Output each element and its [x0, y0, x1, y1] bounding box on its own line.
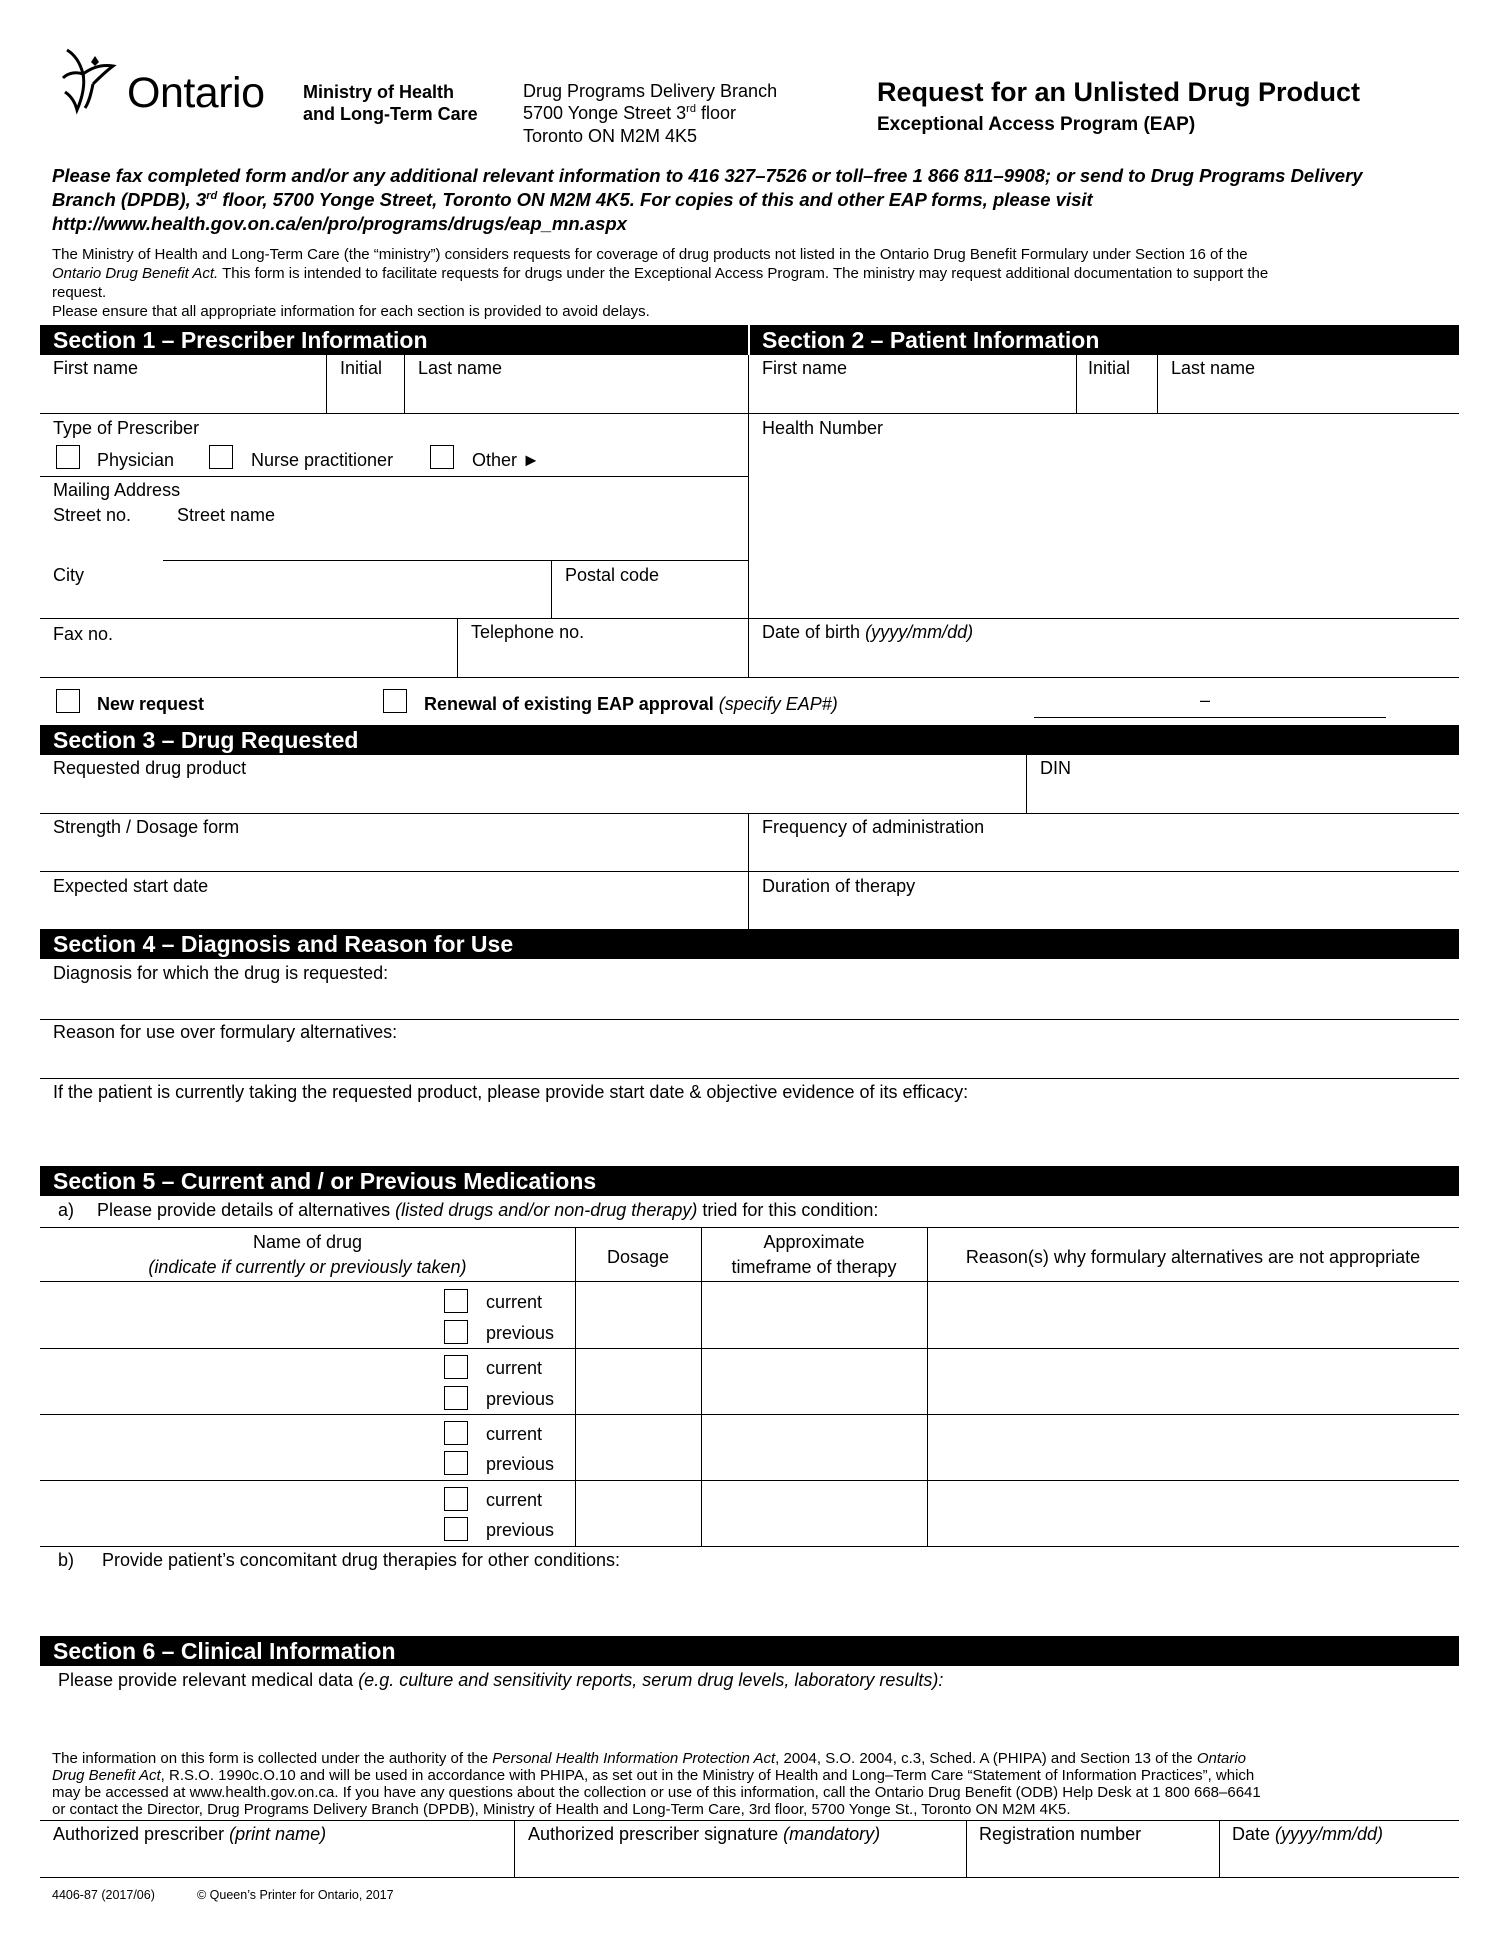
form-title: Request for an Unlisted Drug Product [877, 77, 1361, 107]
section-divider [748, 325, 750, 355]
renewal-checkbox[interactable] [383, 689, 407, 713]
clinical-info-label: Please provide relevant medical data (e.g. culture and sensitivity reports, serum drug levels, laboratory results): [58, 1670, 944, 1690]
prescriber-initial-label: Initial [340, 358, 383, 378]
form-number: 4406-87 (2017/06) [52, 1888, 155, 1902]
privacy-line3: may be accessed at www.health.gov.on.ca. If you have any questions about the collection or use of this information, call the Ontario Drug Benefit (ODB) Help Desk at 1 800 668–6641 [52, 1784, 1261, 1801]
registration-number-label: Registration number [979, 1824, 1142, 1844]
duration-label: Duration of therapy [762, 876, 916, 896]
section5a-text: Please provide details of alternatives (listed drugs and/or non-drug therapy) tried for this condition: [97, 1200, 879, 1220]
reason-for-use-label: Reason for use over formulary alternatives: [53, 1022, 398, 1042]
col-reason-header: Reason(s) why formulary alternatives are not appropriate [965, 1247, 1421, 1267]
frequency-label: Frequency of administration [762, 817, 985, 837]
branch-line1: Drug Programs Delivery Branch [523, 81, 778, 101]
ministry-name-line2: and Long-Term Care [303, 104, 478, 124]
patient-last-name-label: Last name [1171, 358, 1256, 378]
trillium-icon [55, 44, 135, 124]
diagnosis-label: Diagnosis for which the drug is requested: [53, 963, 389, 983]
patient-initial-label: Initial [1088, 358, 1131, 378]
section5a-label: a) [58, 1200, 75, 1220]
type-of-prescriber-label: Type of Prescriber [53, 418, 200, 438]
logo-text: Ontario [127, 69, 265, 117]
intro-para-line1: The Ministry of Health and Long-Term Care (the “ministry”) considers requests for coverage of drug products not listed in the Ontario Drug Benefit Formulary under Section 16 of the [52, 246, 1248, 263]
health-number-label: Health Number [762, 418, 884, 438]
street-name-label: Street name [177, 505, 276, 525]
fax-instructions-line1: Please fax completed form and/or any additional relevant information to 416 327–7526 or toll–free 1 866 811–9908; or send to Drug Programs Delivery [52, 165, 1363, 186]
other-prescriber-label: Other ► [472, 450, 540, 470]
branch-line3: Toronto ON M2M 4K5 [523, 126, 698, 146]
patient-first-name-label: First name [762, 358, 848, 378]
row3-current-checkbox[interactable] [444, 1421, 468, 1445]
form-subtitle: Exceptional Access Program (EAP) [877, 114, 1196, 135]
date-of-birth-label: Date of birth (yyyy/mm/dd) [762, 622, 974, 642]
strength-dosage-label: Strength / Dosage form [53, 817, 240, 837]
col-timeframe-header: Approximate timeframe of therapy [731, 1232, 897, 1277]
postal-code-label: Postal code [565, 565, 660, 585]
branch-line2: 5700 Yonge Street 3rd floor [523, 103, 736, 123]
prescriber-last-name-label: Last name [418, 358, 503, 378]
expected-start-date-label: Expected start date [53, 876, 209, 896]
row2-current-checkbox[interactable] [444, 1355, 468, 1379]
row1-previous-checkbox[interactable] [444, 1320, 468, 1344]
fax-instructions-line2: Branch (DPDB), 3rd floor, 5700 Yonge Street, Toronto ON M2M 4K5. For copies of this and other EAP forms, please visit [52, 189, 1093, 210]
intro-para2: Please ensure that all appropriate information for each section is provided to avoid delays. [52, 303, 650, 320]
section2-title: Section 2 – Patient Information [762, 327, 1100, 353]
intro-para-line2: Ontario Drug Benefit Act. This form is intended to facilitate requests for drugs under the Exceptional Access Program. The ministry may request additional documentation to support the [52, 265, 1269, 282]
current-taking-label: If the patient is currently taking the requested product, please provide start date & objective evidence of its efficacy: [53, 1082, 969, 1102]
row1-current-checkbox[interactable] [444, 1289, 468, 1313]
section3-title: Section 3 – Drug Requested [53, 727, 359, 753]
row3-previous-label: previous [486, 1454, 555, 1474]
prescriber-print-name-label: Authorized prescriber (print name) [53, 1824, 327, 1844]
signature-date-label: Date (yyyy/mm/dd) [1232, 1824, 1384, 1844]
section5b-text: Provide patient’s concomitant drug therapies for other conditions: [102, 1550, 620, 1570]
row1-current-label: current [486, 1292, 543, 1312]
mailing-address-label: Mailing Address [53, 480, 181, 500]
nurse-practitioner-checkbox[interactable] [209, 445, 233, 469]
row3-previous-checkbox[interactable] [444, 1451, 468, 1475]
copyright: © Queen’s Printer for Ontario, 2017 [197, 1888, 394, 1902]
row4-current-label: current [486, 1490, 543, 1510]
physician-label: Physician [97, 450, 175, 470]
eap-number-field[interactable] [1034, 717, 1386, 718]
row4-current-checkbox[interactable] [444, 1487, 468, 1511]
requested-drug-label: Requested drug product [53, 758, 247, 778]
table-row [40, 1348, 1459, 1349]
telephone-no-label: Telephone no. [471, 622, 585, 642]
intro-para-line3: request. [52, 284, 107, 301]
din-label: DIN [1040, 758, 1071, 778]
street-no-label: Street no. [53, 505, 132, 525]
row2-previous-label: previous [486, 1389, 555, 1409]
new-request-checkbox[interactable] [56, 689, 80, 713]
prescriber-signature-label: Authorized prescriber signature (mandatory) [528, 1824, 881, 1844]
row2-previous-checkbox[interactable] [444, 1386, 468, 1410]
eap-forms-link[interactable]: http://www.health.gov.on.ca/en/pro/programs/drugs/eap_mn.aspx [52, 213, 627, 234]
section4-title: Section 4 – Diagnosis and Reason for Use [53, 931, 514, 957]
eap-number-dash: – [1200, 690, 1211, 710]
section6-title: Section 6 – Clinical Information [53, 1638, 396, 1664]
col-dosage-header: Dosage [606, 1247, 670, 1267]
city-label: City [53, 565, 84, 585]
renewal-label: Renewal of existing EAP approval (specify EAP#) [424, 694, 838, 714]
physician-checkbox[interactable] [56, 445, 80, 469]
col-drug-header: Name of drug (indicate if currently or previously taken) [148, 1232, 467, 1277]
fax-no-label: Fax no. [53, 624, 114, 644]
ontario-logo [55, 44, 295, 124]
nurse-practitioner-label: Nurse practitioner [251, 450, 394, 470]
new-request-label: New request [97, 694, 205, 714]
row1-previous-label: previous [486, 1323, 555, 1343]
table-row [40, 1414, 1459, 1415]
section5-title: Section 5 – Current and / or Previous Medications [53, 1168, 597, 1194]
row3-current-label: current [486, 1424, 543, 1444]
row4-previous-label: previous [486, 1520, 555, 1540]
other-prescriber-checkbox[interactable] [430, 445, 454, 469]
table-row [40, 1480, 1459, 1481]
privacy-line1: The information on this form is collected under the authority of the Personal Health Information Protection Act, 2004, S.O. 2004, c.3, Sched. A (PHIPA) and Section 13 of the Ontario [52, 1750, 1247, 1767]
prescriber-first-name-label: First name [53, 358, 139, 378]
ministry-name-line1: Ministry of Health [303, 82, 455, 102]
privacy-line4: or contact the Director, Drug Programs Delivery Branch (DPDB), Ministry of Health and Long-Term Care, 3rd floor, 5700 Yonge St., Toronto ON M2M 4K5. [52, 1801, 1071, 1818]
section5b-label: b) [58, 1550, 75, 1570]
section1-title: Section 1 – Prescriber Information [53, 327, 428, 353]
privacy-line2: Drug Benefit Act, R.S.O. 1990c.O.10 and will be used in accordance with PHIPA, as set out in the Ministry of Health and Long–Term Care “Statement of Information Practices”, which [52, 1767, 1255, 1784]
row4-previous-checkbox[interactable] [444, 1517, 468, 1541]
row2-current-label: current [486, 1358, 543, 1378]
